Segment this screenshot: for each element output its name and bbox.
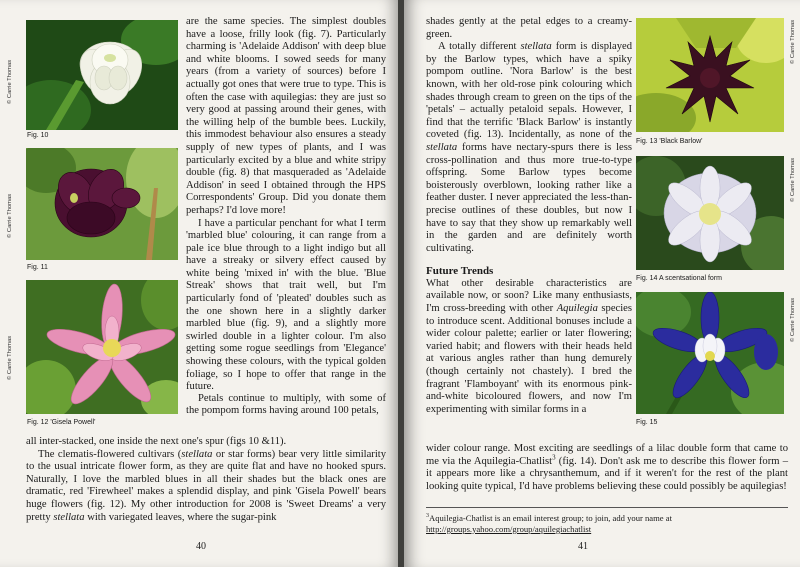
fig10-photo	[26, 20, 178, 130]
paragraph: wider colour range. Most exciting are seedlings of a lilac double form that came to me via the Aquilegia-Chatlist$^3$ (fig. 14). Don't ask me to describe this flower form – it appears more like a chrysanthemum, and if it weren't for the rest of the plant looking quite typical, I'd have problems believing these could possibly be aquilegias!	[426, 443, 788, 492]
photo-credit: © Carrie Thomas	[790, 19, 796, 64]
paragraph: The clematis-flowered cultivars (stellata or star forms) bear very little similarity to the usual intricate flower form, as they are quite flat and have no hooked spurs. Naturally, I love the marbled blues in all their shades but the black ones are dramatic, red 'Firewheel' makes a splendid display, and pink 'Gisela Powell' bears huge flowers (fig. 12). My other introduction for 2008 is 'Sweet Dreams' a very pretty stellata with variegated leaves, where the sugar-pink	[26, 448, 386, 523]
fig15-caption: Fig. 15	[636, 419, 658, 426]
right-column-text	[426, 16, 632, 416]
section-heading: Future Trends	[426, 265, 494, 278]
left-column-text	[186, 16, 386, 418]
footnote-link[interactable]: http://groups.yahoo.com/group/aquilegiachatlist	[426, 523, 592, 534]
photo-credit: © Carrie Thomas	[7, 59, 13, 104]
fig12-caption: Fig. 12 'Gisela Powell'	[27, 419, 96, 426]
pink-star-flower-image	[26, 280, 178, 414]
photo-credit: © Carrie Thomas	[7, 193, 13, 238]
fig13-photo	[636, 18, 784, 132]
paragraph: I have a particular penchant for what I term 'marbled blue' colouring, it can range from a pale ice blue through to a light indigo but all have a streaky or silvery effect caused by white being 'mixed in' with the blue. 'Blue Streak' shows that trait well, but I'm particularly fond of 'pleated' doubles such as the one shown here in a slightly darker marbled blue (fig. 9), and a slightly more swirled double in a lighter colour. I'm also getting some rogue seedlings from 'Elegance' showing these colours, with the typical golden foliage, so I hope to offer that range in the future.	[186, 217, 386, 393]
footnote-rule	[426, 507, 788, 508]
blue-white-flower-image	[636, 292, 784, 414]
lilac-double-flower-image	[636, 156, 784, 270]
photo-credit: © Carrie Thomas	[7, 335, 13, 380]
footnote: $^3$Aquilegia-Chatlist is an email interest group; to join, add your name at http://groups.yahoo.com/group/aquilegiachatlist	[426, 512, 672, 534]
purple-pompom-flower-image	[26, 148, 178, 260]
paragraph: are the same species. The simplest doubles have a loose, frilly look (fig. 7). Particularly charming is 'Adelaide Addison' with deep blue and white blooms. I sowed seeds for many years (from a variety of sources) before I actually got ones that were true to type. This is often the case with aquilegias: they are just so very good at passing around their genes, with the willing help of the bumble bees. Luckily, this immodest behaviour also ensures a steady supply of new types of plants, and I was particularly excited by a blue and white stripy double (fig. 8) that masqueraded as 'Adelaide Addison' in seed I obtained through the HPS Correspondents' Group. Did you donate them perhaps? I'd love more!	[186, 16, 386, 216]
paragraph: shades gently at the petal edges to a creamy-green.	[426, 16, 632, 40]
fig11-caption: Fig. 11	[27, 264, 48, 271]
fig10-caption: Fig. 10	[27, 132, 49, 139]
paragraph: Petals continue to multiply, with some of the pompom forms having around 100 petals,	[186, 392, 386, 417]
right-page	[404, 0, 800, 567]
right-wide-text	[426, 443, 788, 493]
fig12-photo	[26, 280, 178, 414]
page-number: 40	[196, 541, 206, 552]
paragraph: A totally different stellata form is displayed by the Barlow types, which have a spiky pompom outline. 'Nora Barlow' is the best known, with her old-rose pink colouring which shades through cream to green on the tips of the 'petals' – actually petaloid sepals. However, I find that the terrific 'Black Barlow' is instantly coveted (fig. 13). Incidentally, as none of the stellata forms have nectary-spurs there is less cross-pollination and thus more true-to-type offspring. Some Barlow types become boisterously overblown, looking rather like a feather duster. I never appreciated the less-than-precise outlines of these doubles, but now I have to say that they show up remarkably well in the garden and are definitely worth cultivating.	[426, 41, 632, 254]
fig14-caption: Fig. 14 A scentsational form	[636, 275, 722, 282]
paragraph: all inter-stacked, one inside the next one's spur (figs 10 &11).	[26, 436, 287, 447]
fig11-photo	[26, 148, 178, 260]
page-number: 41	[578, 541, 588, 552]
fig14-photo	[636, 156, 784, 270]
black-barlow-flower-image	[636, 18, 784, 132]
photo-credit: © Carrie Thomas	[790, 297, 796, 342]
white-double-flower-image	[26, 20, 178, 130]
paragraph: What other desirable characteristics are available now, or soon? Like many enthusiasts, I'm cross-breeding with other Aquilegia species to introduce scent. Additional bonuses include a wider colour palette; earlier or later flowering; varied habit; and flowers with their heads held at various angles rather than hung demurely (though certainly not chastely). I bred the fragrant 'Flamboyant' with its enormous pink-and-white bicoloured flowers, and now I'm experimenting with similar forms in a	[426, 277, 632, 415]
left-wide-text	[26, 436, 386, 524]
fig15-photo	[636, 292, 784, 414]
fig13-caption: Fig. 13 'Black Barlow'	[636, 138, 703, 145]
photo-credit: © Carrie Thomas	[790, 157, 796, 202]
